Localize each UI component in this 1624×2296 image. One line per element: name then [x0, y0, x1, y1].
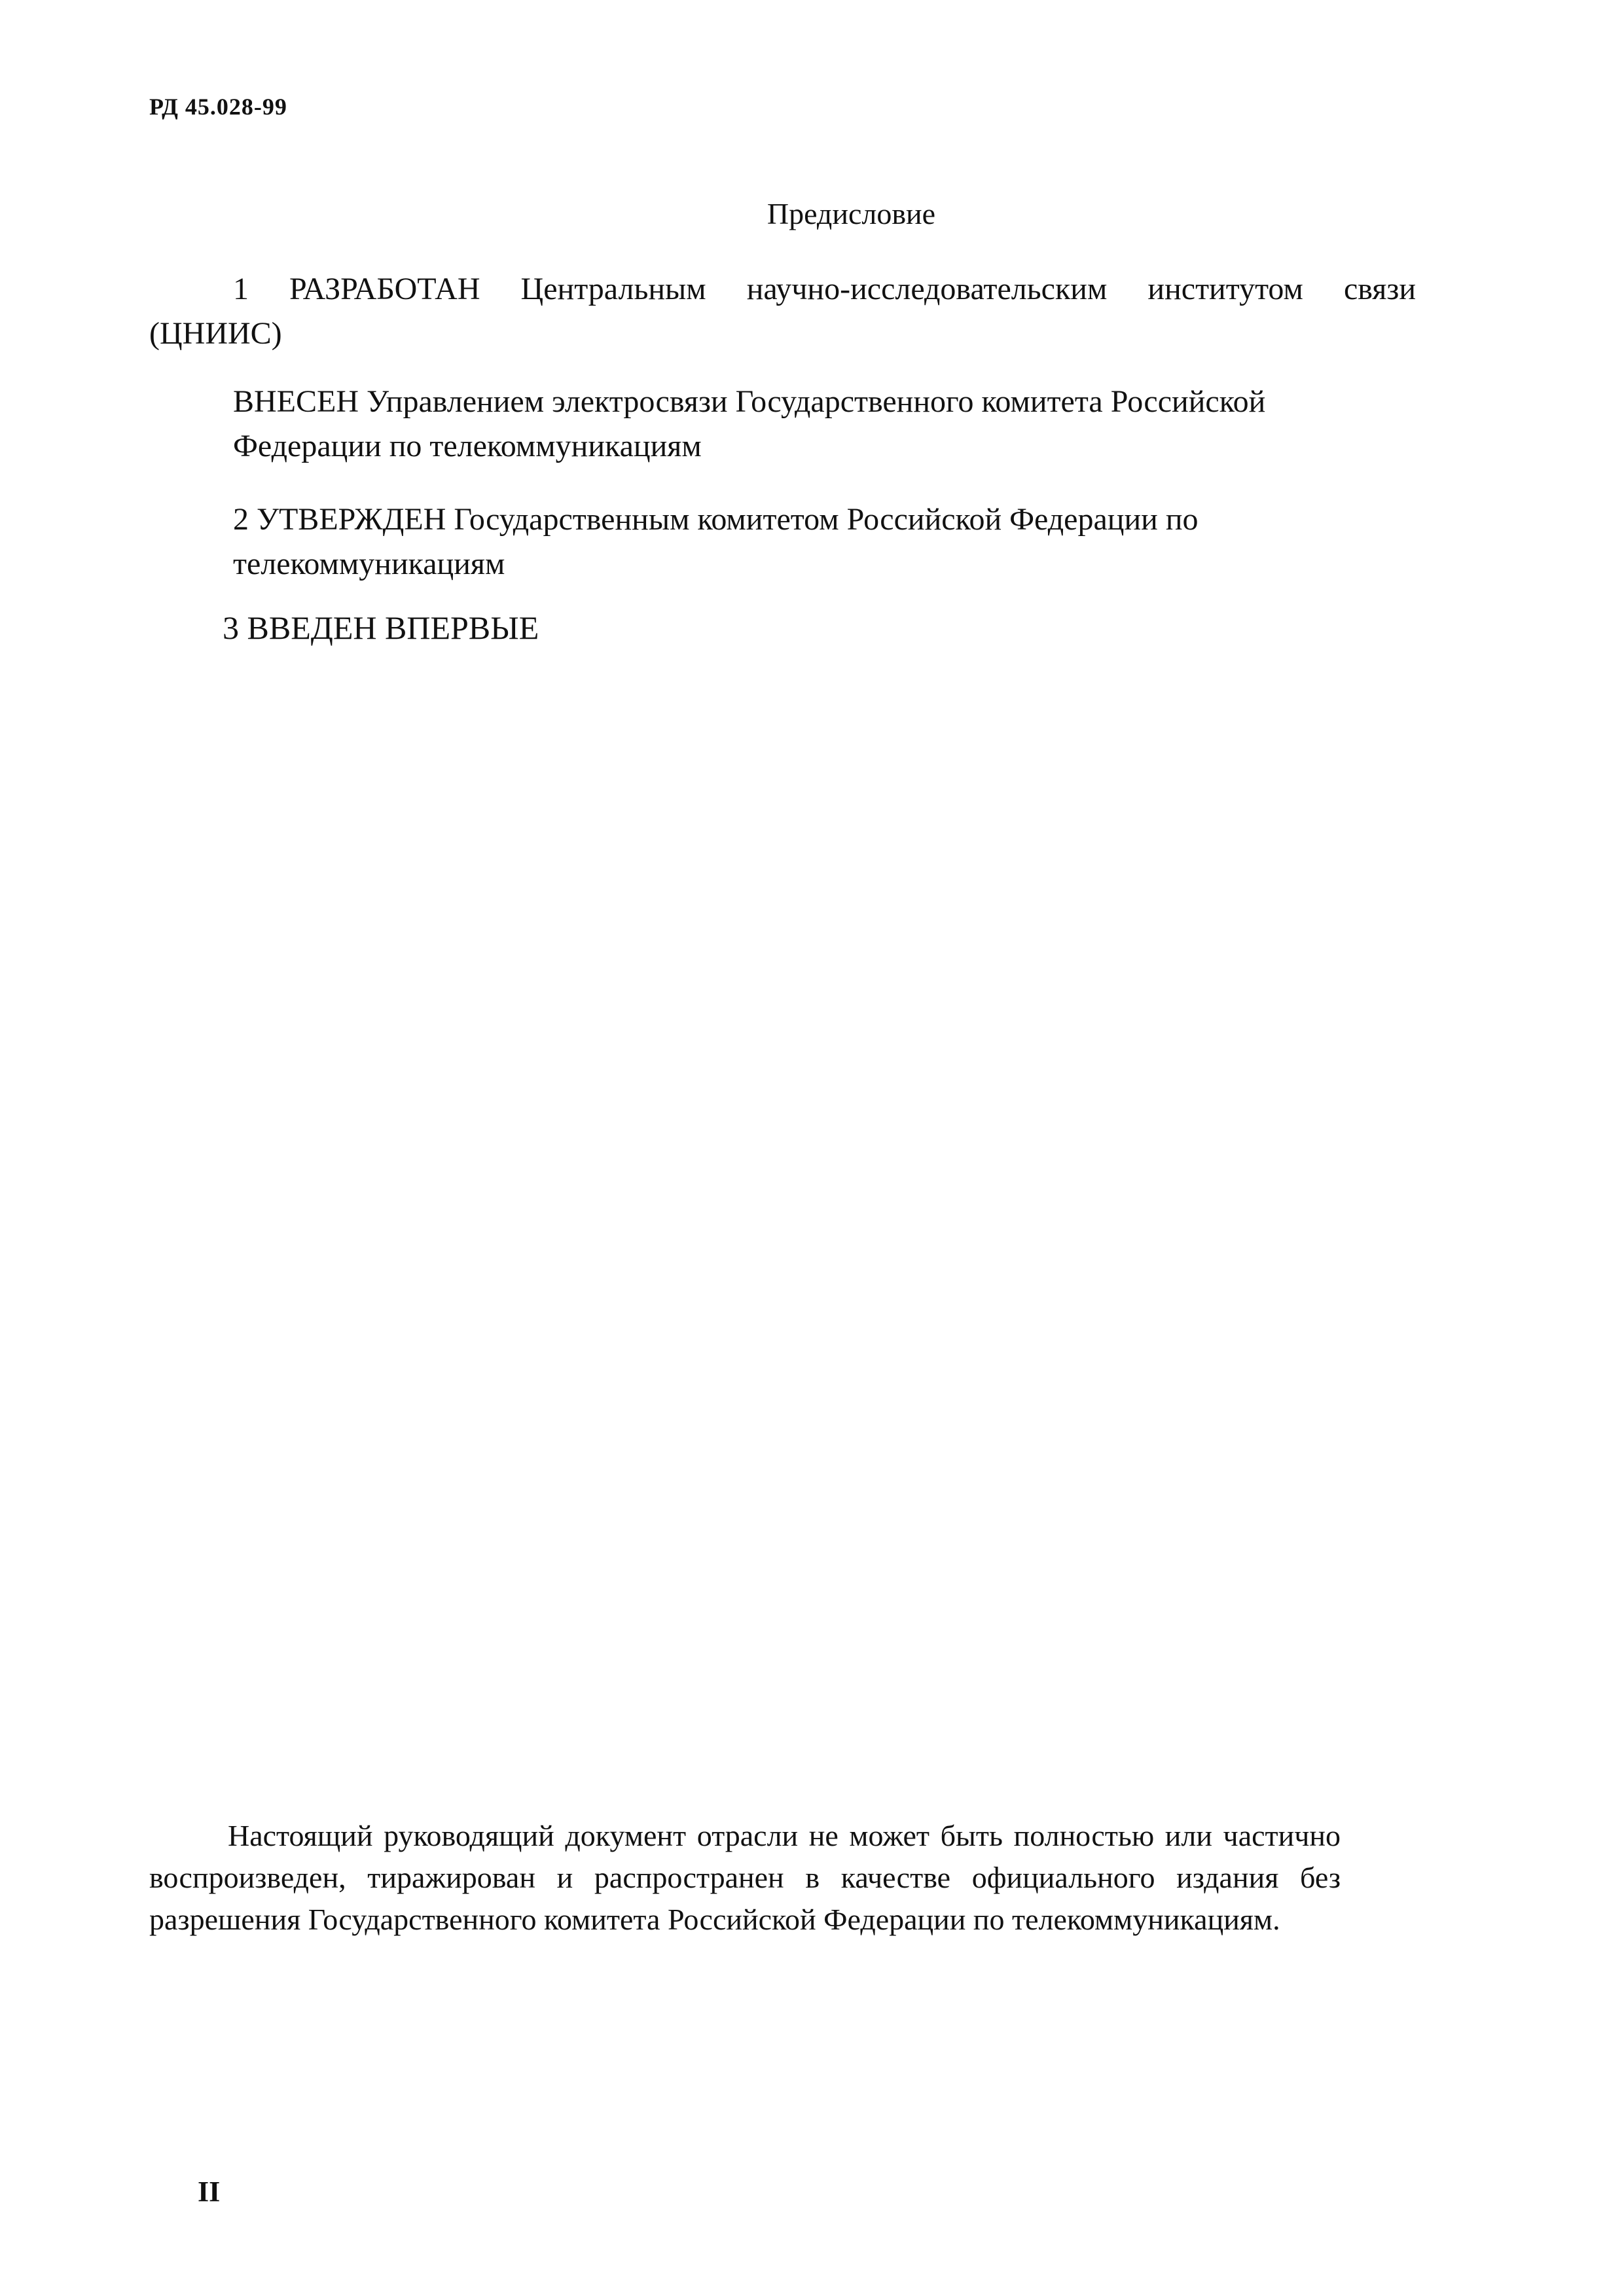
- foreword-item-developed-line2: (ЦНИИС): [149, 316, 282, 351]
- foreword-item-developed-line1: 1 РАЗРАБОТАН Центральным научно-исследовательским институтом связи: [233, 272, 1416, 306]
- foreword-item-submitted: ВНЕСЕН Управлением электросвязи Государственного комитета Российской Федерации по телекоммуникациям: [233, 384, 1266, 463]
- foreword-item-approved: 2 УТВЕРЖДЕН Государственным комитетом Российской Федерации по телекоммуникациям: [233, 502, 1199, 581]
- foreword-item-introduced: 3 ВВЕДЕН ВПЕРВЫЕ: [223, 609, 539, 646]
- copyright-notice: Настоящий руководящий документ отрасли не может быть полностью или частично воспроизведен, тиражирован и распространен в качестве официального издания без разрешения Государственного комитета Российской Федерации по телекоммуникациям.: [149, 1819, 1341, 1936]
- document-code: РД 45.028-99: [149, 94, 287, 120]
- page-number: II: [198, 2176, 221, 2208]
- page-title: Предисловие: [767, 197, 936, 230]
- foreword-item-developed: [149, 267, 1416, 356]
